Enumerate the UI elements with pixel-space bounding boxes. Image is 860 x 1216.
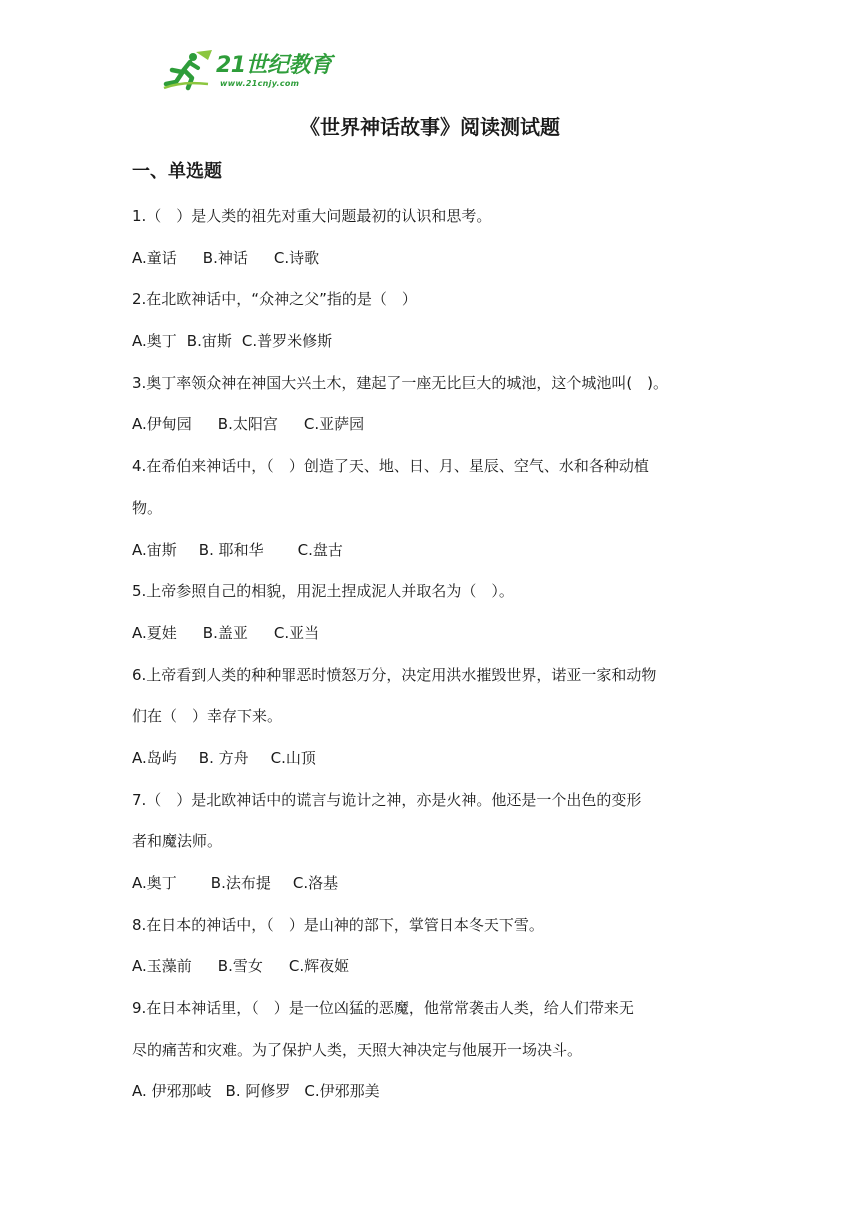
question-list bbox=[132, 196, 732, 1113]
logo-url-text: www.21cnjy.com bbox=[220, 79, 300, 88]
question-stem: 尽的痛苦和灾难。为了保护人类，天照大神决定与他展开一场决斗。 bbox=[132, 1040, 583, 1059]
running-figure-logo-icon bbox=[162, 48, 214, 92]
options-row bbox=[132, 1071, 732, 1113]
logo-brand-text: 21世纪教育 bbox=[216, 53, 332, 78]
option-b: B.神话 bbox=[202, 248, 248, 267]
options-row bbox=[132, 863, 732, 905]
option-a: A.岛屿 bbox=[132, 748, 177, 767]
option-c: C.山顶 bbox=[270, 748, 316, 767]
question-stem: 9.在日本神话里，（ ）是一位凶猛的恶魔，他常常袭击人类，给人们带来无 bbox=[132, 999, 634, 1018]
question-stem: 1.（ ）是人类的祖先对重大问题最初的认识和思考。 bbox=[132, 207, 492, 225]
question-stem: 7.（ ）是北欧神话中的谎言与诡计之神，亦是火神。他还是一个出色的变形 bbox=[132, 790, 642, 809]
site-logo bbox=[162, 48, 332, 92]
option-a: A.宙斯 bbox=[132, 540, 177, 559]
question-stem: 5.上帝参照自己的相貌，用泥土捏成泥人并取名为（ ）。 bbox=[132, 582, 514, 601]
question-stem: 们在（ ）幸存下来。 bbox=[132, 707, 283, 726]
question-stem: 6.上帝看到人类的种种罪恶时愤怒万分，决定用洪水摧毁世界，诺亚一家和动物 bbox=[132, 665, 657, 684]
option-c: C.盘古 bbox=[297, 540, 343, 559]
option-c: C.诗歌 bbox=[273, 248, 320, 267]
question-stem: 2.在北欧神话中，“众神之父”指的是（ ） bbox=[132, 290, 417, 309]
options-row bbox=[132, 946, 732, 988]
options-row bbox=[132, 321, 732, 363]
option-c: C.普罗米修斯 bbox=[241, 332, 333, 351]
options-row bbox=[132, 404, 732, 446]
option-b: B.雪女 bbox=[217, 957, 263, 976]
question-stem: 物。 bbox=[132, 498, 163, 517]
option-a: A.奥丁 bbox=[132, 874, 177, 892]
option-a: A. 伊邪那岐 bbox=[132, 1082, 212, 1101]
option-a: A.伊甸园 bbox=[132, 415, 192, 434]
options-row bbox=[132, 613, 732, 655]
option-b: B.太阳宫 bbox=[217, 415, 278, 434]
option-b: B. 阿修罗 bbox=[225, 1082, 291, 1101]
option-b: B.宙斯 bbox=[186, 332, 232, 351]
option-a: A.奥丁 bbox=[132, 332, 177, 351]
option-b: B.法布提 bbox=[210, 874, 271, 892]
option-c: C.伊邪那美 bbox=[304, 1082, 380, 1101]
question-stem: 3.奥丁率领众神在神国大兴土木，建起了一座无比巨大的城池，这个城池叫( )。 bbox=[132, 373, 669, 392]
option-a: A.玉藻前 bbox=[132, 957, 192, 976]
option-a: A.童话 bbox=[132, 248, 177, 267]
option-c: C.亚萨园 bbox=[303, 415, 365, 434]
option-c: C.亚当 bbox=[273, 623, 320, 642]
question-stem: 4.在希伯来神话中，（ ）创造了天、地、日、月、星辰、空气、水和各种动植 bbox=[132, 457, 649, 476]
option-b: B. 方舟 bbox=[198, 748, 249, 767]
option-c: C.洛基 bbox=[292, 874, 339, 892]
document-title: 《世界神话故事》阅读测试题 bbox=[300, 115, 560, 139]
options-row bbox=[132, 738, 732, 780]
option-a: A.夏娃 bbox=[132, 623, 177, 642]
question-stem: 者和魔法师。 bbox=[132, 832, 223, 851]
options-row bbox=[132, 530, 732, 572]
section-heading: 一、单选题 bbox=[132, 161, 222, 182]
question-stem: 8.在日本的神话中，（ ）是山神的部下，掌管日本冬天下雪。 bbox=[132, 915, 544, 934]
option-b: B.盖亚 bbox=[202, 623, 248, 642]
option-c: C.辉夜姬 bbox=[288, 957, 350, 976]
options-row bbox=[132, 238, 732, 280]
option-b: B. 耶和华 bbox=[198, 540, 264, 559]
